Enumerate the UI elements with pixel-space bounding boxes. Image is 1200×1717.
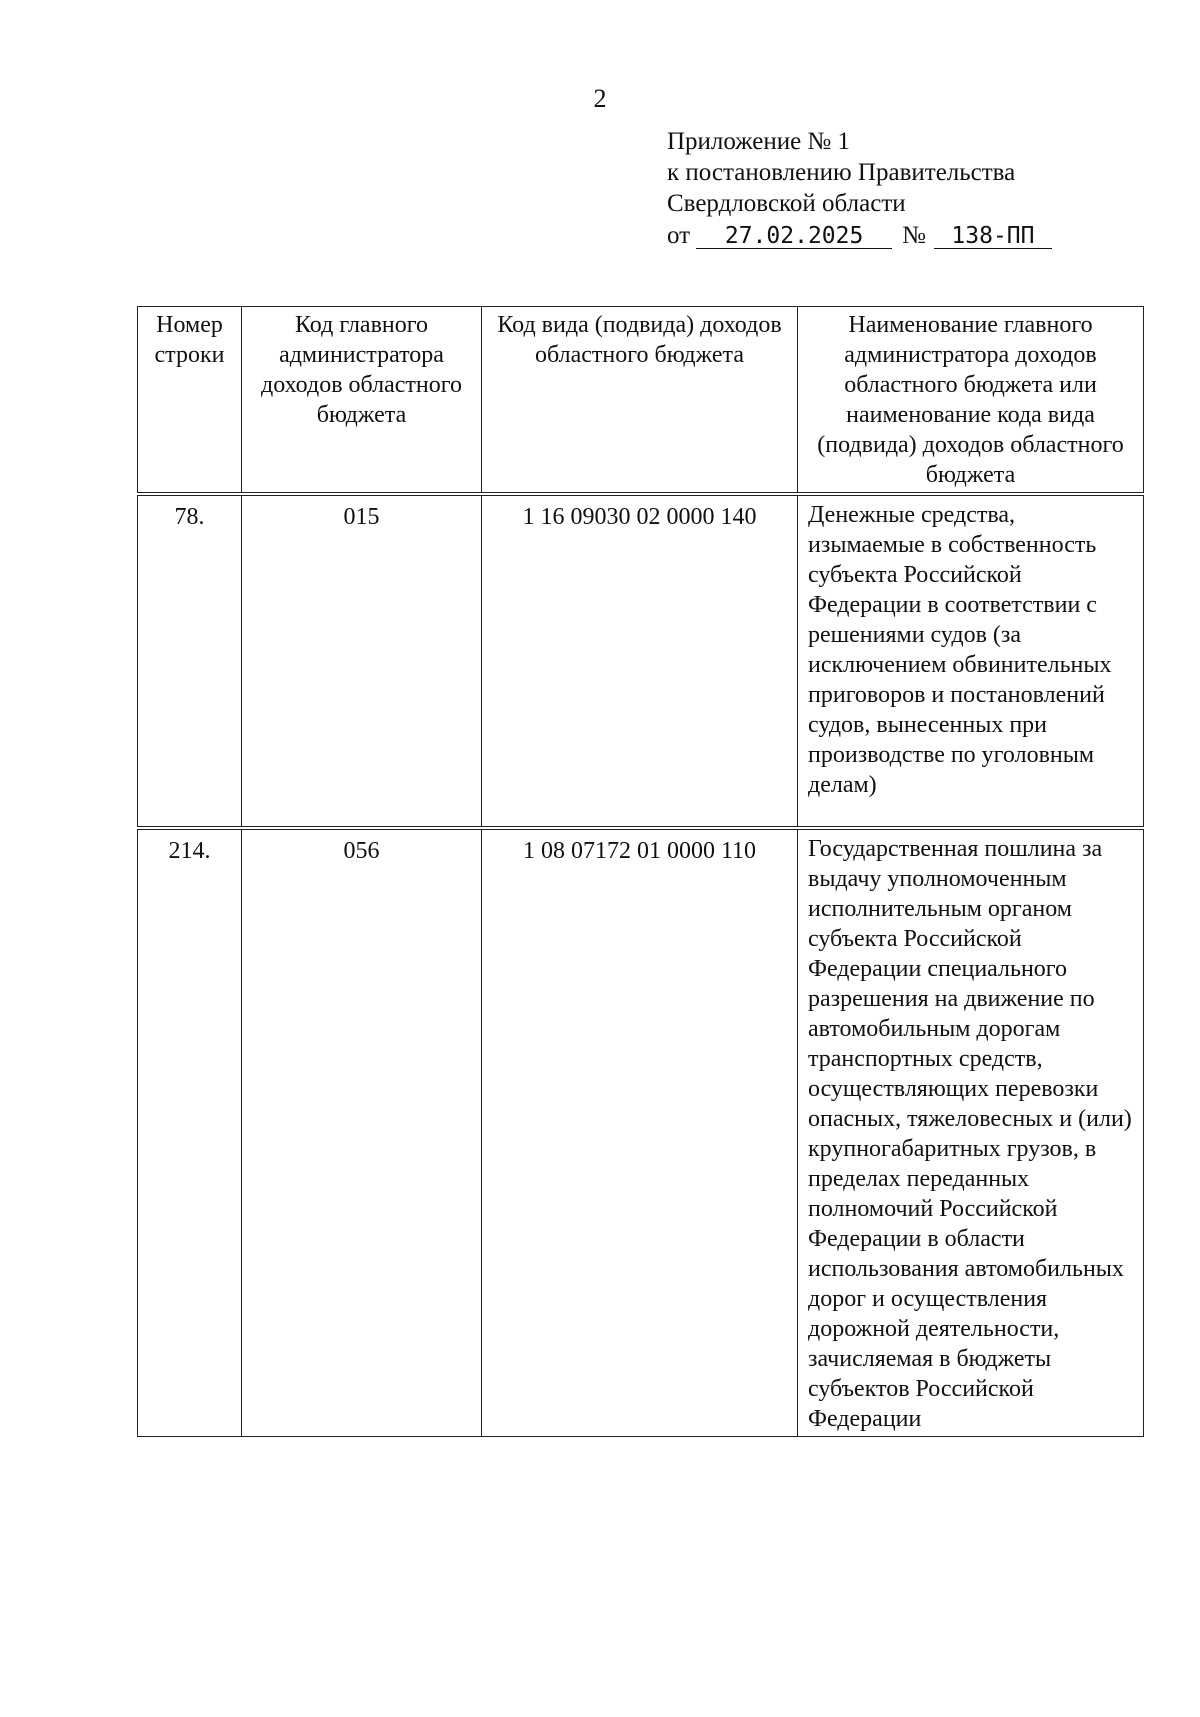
table-header-row	[138, 307, 1144, 493]
appendix-title: Приложение № 1	[667, 128, 851, 155]
admin-code: 056	[242, 830, 482, 1437]
decree-date: 27.02.2025	[696, 224, 892, 249]
appendix-decree: к постановлению Правительства	[667, 159, 1016, 186]
income-name: Денежные средства, изымаемые в собственность субъекта Российской Федерации в соответствии с решениями судов (за исключением обвинительных приговоров и постановлений судов, вынесенных при производстве по уголовным делам)	[798, 496, 1144, 827]
income-code: 1 16 09030 02 0000 140	[482, 496, 798, 827]
header-income-code: Код вида (подвида) доходов областного бюджета	[482, 307, 798, 493]
row-number: 78.	[138, 496, 242, 827]
page-number: 2	[593, 84, 607, 113]
appendix-region: Свердловской области	[667, 190, 906, 217]
admin-code: 015	[242, 496, 482, 827]
header-row-number: Номер строки	[138, 307, 242, 493]
table-row	[138, 830, 1144, 1437]
header-admin-code: Код главного администратора доходов областного бюджета	[242, 307, 482, 493]
number-prefix: №	[902, 222, 926, 249]
decree-number: 138-ПП	[934, 224, 1052, 249]
table-row	[138, 496, 1144, 827]
income-code: 1 08 07172 01 0000 110	[482, 830, 798, 1437]
appendix-block	[667, 126, 1087, 251]
appendix-date-line	[667, 220, 1087, 251]
income-codes-table	[137, 306, 1144, 1437]
date-prefix: от	[667, 222, 691, 249]
income-name: Государственная пошлина за выдачу уполномоченным исполнительным органом субъекта Российской Федерации специального разрешения на движение по автомобильным дорогам транспортных средств, осуществляющих перевозки опасных, тяжеловесных и (или) крупногабаритных грузов, в пределах переданных полномочий Российской Федерации в области использования автомобильных дорог и осуществления дорожной деятельности, зачисляемая в бюджеты субъектов Российской Федерации	[798, 830, 1144, 1437]
header-name: Наименование главного администратора доходов областного бюджета или наименование кода вида (подвида) доходов областного бюджета	[798, 307, 1144, 493]
row-number: 214.	[138, 830, 242, 1437]
